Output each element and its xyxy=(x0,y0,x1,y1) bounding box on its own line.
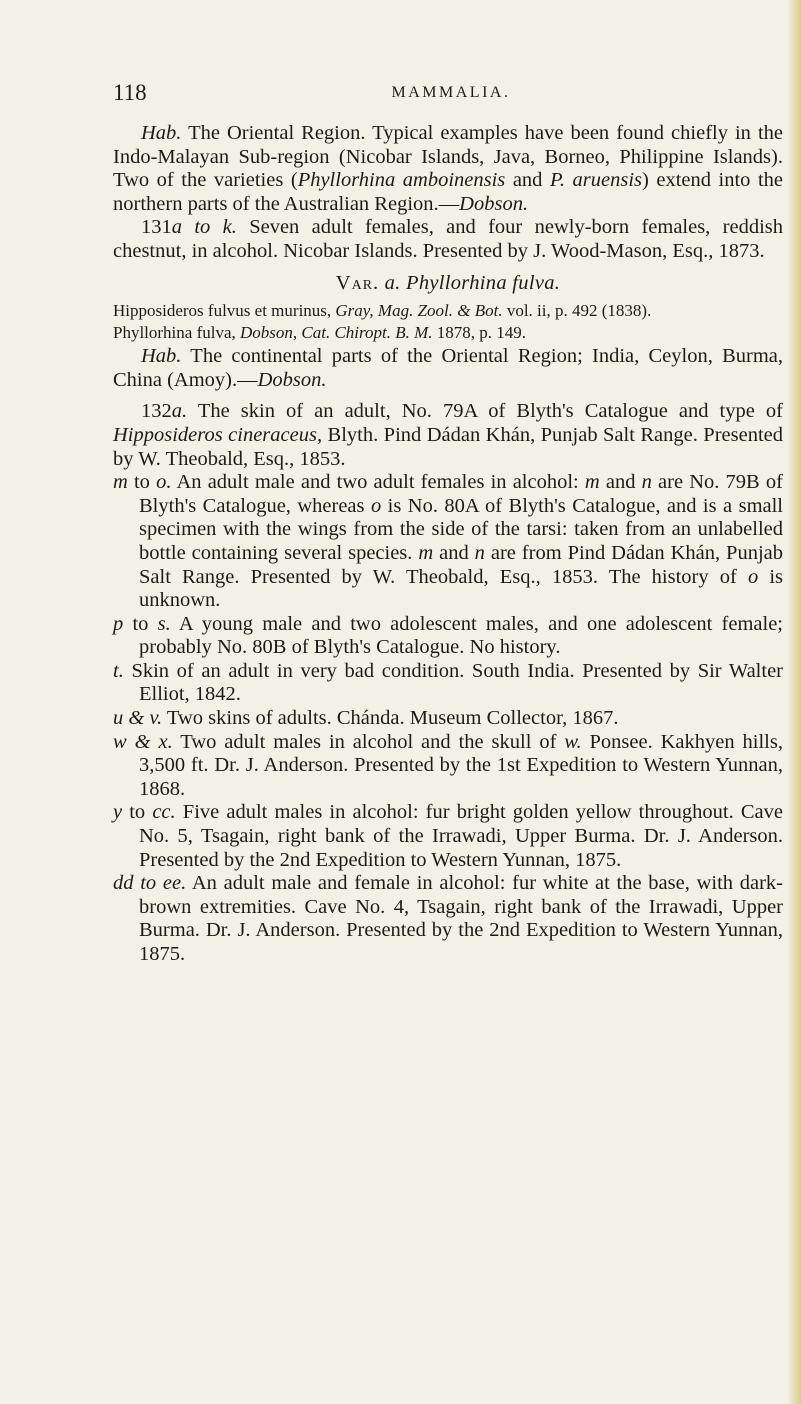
text-run: are from Pind Dádan Khán, Punjab Salt Range. Presented by W. Theobald, Esq., 1853. The history of xyxy=(139,541,783,588)
specimen-letter: w xyxy=(113,730,127,753)
text-run: Blyth. Pind Dádan Khán, Punjab Salt Range. Presented by W. Theobald, Esq., 1853. xyxy=(113,423,783,470)
specimen-entry xyxy=(113,400,783,471)
species-name: Hipposideros cineraceus, xyxy=(113,423,323,446)
specimen-letter: m xyxy=(584,471,600,494)
specimen-entry xyxy=(113,613,783,660)
specimen-letter: o. xyxy=(156,471,172,494)
specimen-letter: x. xyxy=(158,730,173,753)
species-name: Phyllorhina amboinensis xyxy=(297,169,506,192)
habitat-text: The Oriental Region. Typical examples have been found chiefly in the Indo-Malayan Sub-region (Nicobar Islands, Java, Borneo, Philippine Islands). Two of the varieties ( xyxy=(113,122,783,192)
text-run: A young male and two adolescent males, and one adolescent female; probably No. 80B of Blyth's Catalogue. No history. xyxy=(139,612,783,659)
text-run: The skin of an adult, No. 79A of Blyth's Catalogue and type of xyxy=(187,400,783,423)
citation: Gray, Mag. Zool. & Bot. xyxy=(335,301,503,321)
text-run: An adult male and two adult females in alcohol: xyxy=(171,471,585,494)
text-run: ) extend into the northern parts of the Australian Region.— xyxy=(113,169,784,215)
variety-heading xyxy=(113,272,783,296)
specimen-letter: n xyxy=(474,541,485,564)
specimen-letter: t. xyxy=(113,659,124,682)
text-run: is No. 80A of Blyth's Catalogue, and is a small specimen with the wings from the side of the tarsi: taken from an unlabelled bottle containing several species. xyxy=(139,494,784,564)
text-run: Hipposideros fulvus et murinus, xyxy=(113,301,336,321)
specimen-letter: o xyxy=(747,565,759,588)
specimen-letter: cc. xyxy=(152,801,176,824)
variety-name: Phyllorhina fulva. xyxy=(406,271,561,294)
specimen-letter: u xyxy=(113,707,124,730)
species-name: P. aruensis xyxy=(549,169,642,192)
specimen-number: 132 xyxy=(141,400,172,423)
citation: Dobson, Cat. Chiropt. B. M. xyxy=(240,323,433,343)
text-run: and xyxy=(505,169,550,192)
text-run: vol. ii, p. 492 (1838). xyxy=(502,301,652,321)
habitat-label: Hab. xyxy=(141,345,182,368)
synonym-line xyxy=(113,301,783,321)
text-run: Five adult males in alcohol: fur bright golden yellow throughout. Cave No. 5, Tsagain, right bank of the Irrawadi, Upper Burma. Dr. J. Anderson. Presented by the 2nd Expedition to Western Yunnan, 1875. xyxy=(139,801,784,871)
text-run: and xyxy=(599,471,642,494)
text-run: & xyxy=(126,730,159,753)
specimen-entry xyxy=(113,471,783,613)
specimen-letter: ee. xyxy=(162,872,187,895)
specimen-entry xyxy=(113,707,783,731)
specimen-letter: o xyxy=(370,494,382,517)
variety-label: Var. xyxy=(335,271,380,294)
specimen-letters: a to k. xyxy=(171,216,237,239)
text-run: Phyllorhina fulva, xyxy=(113,323,241,343)
text-run: is unknown. xyxy=(139,565,783,612)
specimen-letter: y xyxy=(113,801,123,824)
specimen-letter: m xyxy=(113,471,128,494)
text-run: The continental parts of the Oriental Region; India, Ceylon, Burma, China (Amoy).— xyxy=(113,345,783,391)
specimen-letters: a. xyxy=(171,400,188,423)
specimen-letter: w. xyxy=(564,730,582,753)
authority: Dobson. xyxy=(257,368,327,391)
page-header xyxy=(113,80,789,110)
text-run: & xyxy=(123,707,150,730)
variety-letter: a. xyxy=(379,271,406,294)
text-run: An adult male and female in alcohol: fur white at the base, with dark-brown extremities. Cave No. 4, Tsagain, right bank of the Irrawadi, Upper Burma. Dr. J. Anderson. Presented by the 2nd Expedition to Western Yunnan, 1875. xyxy=(139,872,783,965)
habitat-paragraph xyxy=(113,122,783,216)
specimen-letter: dd xyxy=(113,872,134,895)
specimen-entry xyxy=(113,216,783,263)
specimen-number: 131 xyxy=(141,216,172,239)
habitat-paragraph xyxy=(113,345,783,392)
text-run: 1878, p. 149. xyxy=(432,323,527,343)
specimen-text: Seven adult females, and four newly-born females, reddish chestnut, in alcohol. Nicobar Islands. Presented by J. Wood-Mason, Esq., 1873. xyxy=(113,216,783,262)
specimen-entry xyxy=(113,731,783,802)
text-run: to xyxy=(123,612,158,635)
text-run: to xyxy=(133,872,163,895)
text-run: and xyxy=(433,541,475,564)
specimen-letter: m xyxy=(418,541,434,564)
text-run: Ponsee. Kakhyen hills, 3,500 ft. Dr. J. Anderson. Presented by the 1st Expedition to Western Yunnan, 1868. xyxy=(139,730,783,800)
page-edge-shading xyxy=(787,0,801,1404)
specimen-entry xyxy=(113,801,783,872)
habitat-label: Hab. xyxy=(141,122,182,144)
specimen-entry xyxy=(113,660,783,707)
text-run: are No. 79B of Blyth's Catalogue, whereas xyxy=(139,471,783,517)
synonym-line xyxy=(113,323,783,343)
specimen-letter: p xyxy=(113,612,124,635)
specimen-letter: v. xyxy=(149,707,163,730)
page-number: 118 xyxy=(113,80,147,105)
text-run: Skin of an adult in very bad condition. South India. Presented by Sir Walter Elliot, 1842. xyxy=(123,659,783,706)
text-run: to xyxy=(127,471,157,494)
text-run: Two adult males in alcohol and the skull of xyxy=(172,730,565,753)
text-run: to xyxy=(122,801,153,824)
text-run: Two skins of adults. Chánda. Museum Collector, 1867. xyxy=(162,707,619,730)
body-text xyxy=(113,122,783,967)
authority: Dobson. xyxy=(459,192,529,215)
specimen-entry xyxy=(113,872,783,966)
running-title: MAMMALIA. xyxy=(391,84,511,101)
specimen-letter: s. xyxy=(157,612,171,635)
specimen-letter: n xyxy=(641,471,652,494)
